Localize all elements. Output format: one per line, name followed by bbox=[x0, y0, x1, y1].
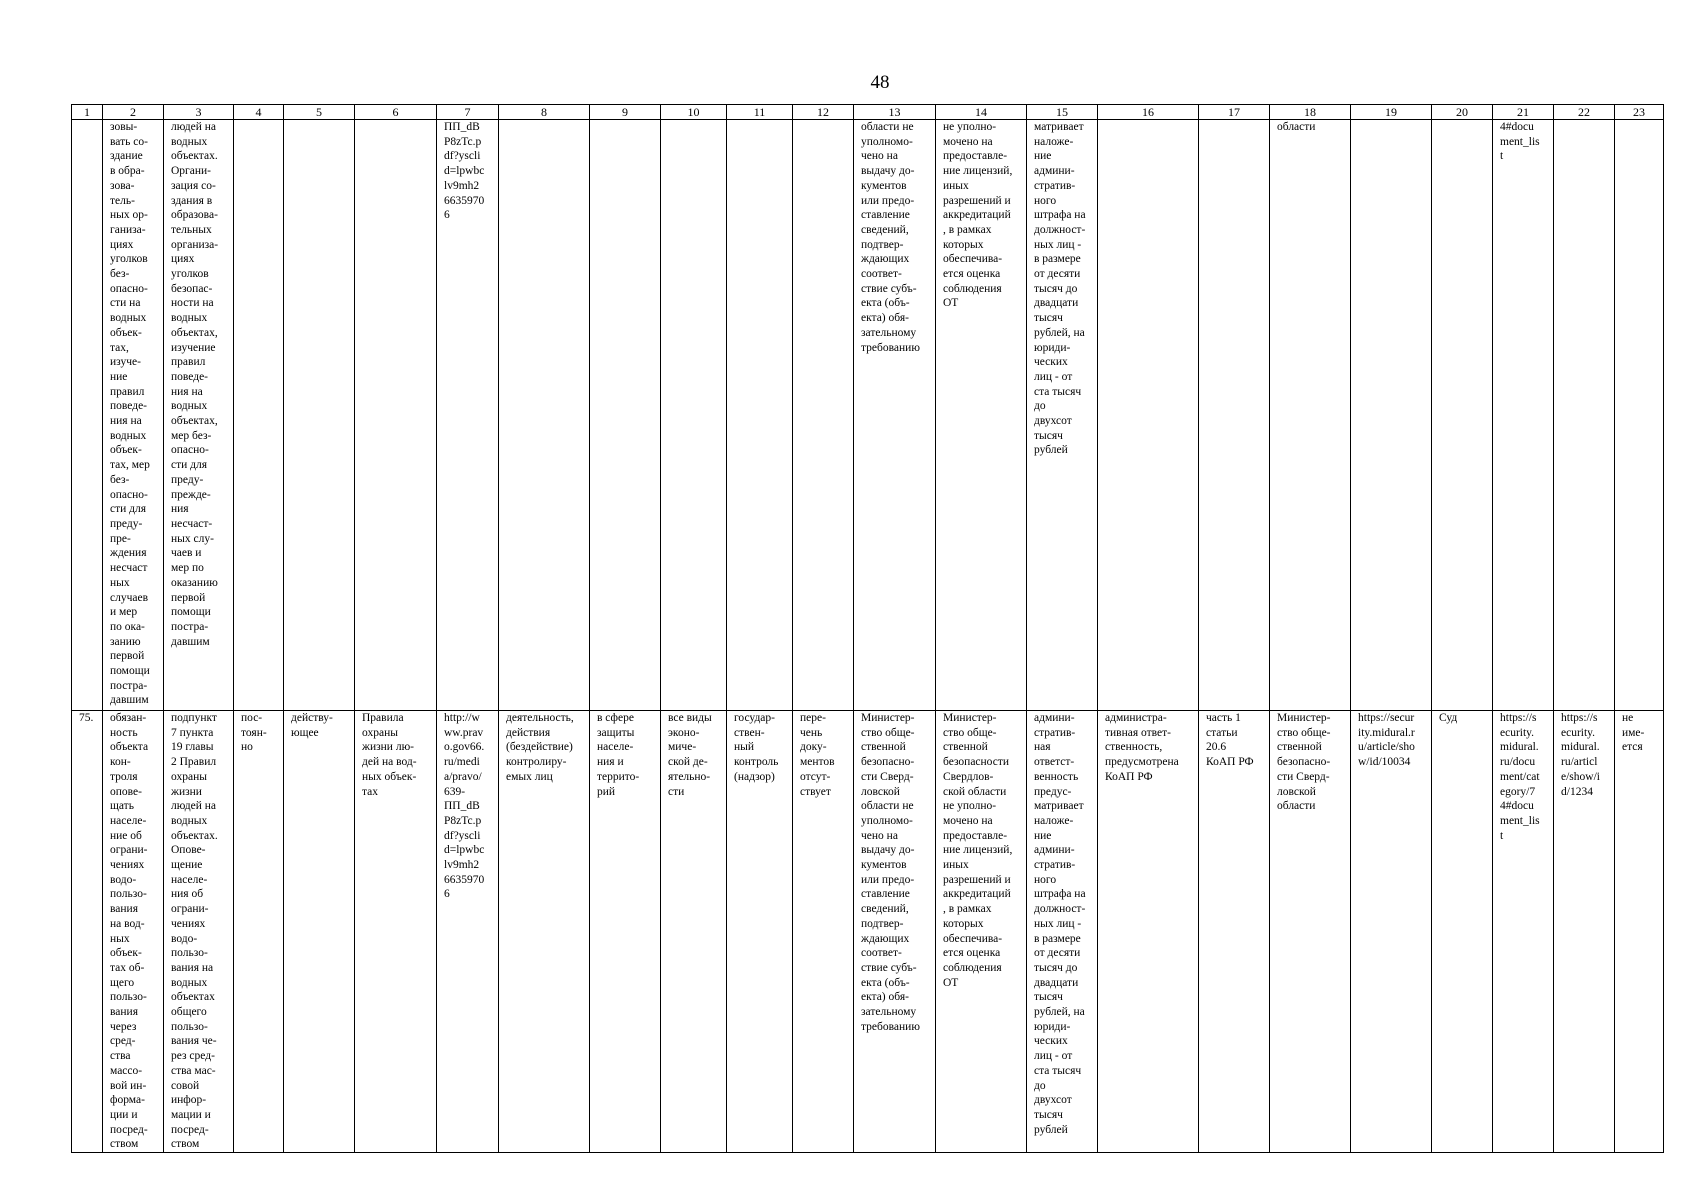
column-number-cell: 2 bbox=[103, 105, 164, 120]
table-cell bbox=[72, 120, 103, 711]
table-cell: зовы- вать со- здание в обра- зова- тель- ных ор- ганиза- циях уголков без- опасно- сти на водных объек- тах, изуче- ние правил поведе- ния на водных объек- тах, мер без- опасно- сти для преду- пре- ждения несчаст ных случаев и мер по ока- занию первой помощи постра- давшим bbox=[103, 120, 164, 711]
table-cell bbox=[1199, 120, 1270, 711]
table-cell: обязан- ность объекта кон- троля опове- щать населе- ние об ограни- чениях водо- пользо- вания на вод- ных объек- тах об- щего пользо- вания через сред- ства массо- вой ин- форма- ции и посред- ством bbox=[103, 711, 164, 1153]
column-number-cell: 21 bbox=[1493, 105, 1554, 120]
column-number-cell: 22 bbox=[1554, 105, 1615, 120]
column-number-cell: 5 bbox=[284, 105, 355, 120]
table-cell: http://w ww.prav o.gov66. ru/medi a/pravo/ 639- ПП_dB P8zTc.p df?yscli d=lpwbc lv9mh2 6635970 6 bbox=[437, 711, 499, 1153]
column-number-cell: 16 bbox=[1098, 105, 1199, 120]
table-cell: пере- чень доку- ментов отсут- ствует bbox=[793, 711, 854, 1153]
column-number-cell: 11 bbox=[727, 105, 793, 120]
table-cell bbox=[1615, 120, 1664, 711]
table-cell: Суд bbox=[1432, 711, 1493, 1153]
table-cell bbox=[727, 120, 793, 711]
table-cell bbox=[234, 120, 284, 711]
table-cell bbox=[1351, 120, 1432, 711]
table-cell: людей на водных объектах. Органи- зация со- здания в образова- тельных организа- циях уголков безопас- ности на водных объектах, изучение правил поведе- ния на водных объектах, мер без- опасно- сти для преду- прежде- ния несчаст- ных слу- чаев и мер по оказанию первой помощи постра- давшим bbox=[164, 120, 234, 711]
table-cell: https://secur ity.midural.r u/article/sho w/id/10034 bbox=[1351, 711, 1432, 1153]
table-cell: матривает наложе- ние админи- стратив- ного штрафа на должност- ных лиц - в размере от десяти тысяч до двадцати тысяч рублей, на юриди- ческих лиц - от ста тысяч до двухсот тысяч рублей bbox=[1027, 120, 1098, 711]
page-number: 48 bbox=[870, 72, 890, 93]
column-number-cell: 8 bbox=[499, 105, 590, 120]
column-number-cell: 1 bbox=[72, 105, 103, 120]
table-cell bbox=[1098, 120, 1199, 711]
table-row bbox=[72, 711, 1664, 1153]
table-cell bbox=[793, 120, 854, 711]
table-cell bbox=[590, 120, 661, 711]
table-cell: подпункт 7 пункта 19 главы 2 Правил охраны жизни людей на водных объектах. Опове- щение населе- ния об ограни- чениях водо- пользо- вания на водных объектах общего пользо- вания че- рез сред- ства мас- совой инфор- мации и посред- ством bbox=[164, 711, 234, 1153]
table-cell: 4#docu ment_lis t bbox=[1493, 120, 1554, 711]
column-number-cell: 20 bbox=[1432, 105, 1493, 120]
column-number-cell: 17 bbox=[1199, 105, 1270, 120]
table-cell: администра- тивная ответ- ственность, предусмотрена КоАП РФ bbox=[1098, 711, 1199, 1153]
table-cell: области не уполномо- чено на выдачу до- кументов или предо- ставление сведений, подтвер- ждающих соответ- ствие субъ- екта (объ- екта) обя- зательному требованию bbox=[854, 120, 936, 711]
table-cell: не име- ется bbox=[1615, 711, 1664, 1153]
column-number-row bbox=[72, 105, 1664, 120]
table-cell: https://s ecurity. midural. ru/articl e/show/i d/1234 bbox=[1554, 711, 1615, 1153]
table-row bbox=[72, 120, 1664, 711]
regulation-table bbox=[71, 104, 1664, 1153]
table-cell: часть 1 статьи 20.6 КоАП РФ bbox=[1199, 711, 1270, 1153]
column-number-cell: 4 bbox=[234, 105, 284, 120]
table-cell: в сфере защиты населе- ния и террито- рий bbox=[590, 711, 661, 1153]
table-body bbox=[72, 105, 1664, 1153]
table-cell: действу- ющее bbox=[284, 711, 355, 1153]
column-number-cell: 3 bbox=[164, 105, 234, 120]
table-cell: Правила охраны жизни лю- дей на вод- ных объек- тах bbox=[355, 711, 437, 1153]
table-cell: Министер- ство обще- ственной безопасно- сти Сверд- ловской области bbox=[1270, 711, 1351, 1153]
table-cell: государ- ствен- ный контроль (надзор) bbox=[727, 711, 793, 1153]
table-cell: https://s ecurity. midural. ru/docu ment/cat egory/7 4#docu ment_lis t bbox=[1493, 711, 1554, 1153]
column-number-cell: 14 bbox=[936, 105, 1027, 120]
column-number-cell: 23 bbox=[1615, 105, 1664, 120]
table-cell: 75. bbox=[72, 711, 103, 1153]
column-number-cell: 15 bbox=[1027, 105, 1098, 120]
column-number-cell: 18 bbox=[1270, 105, 1351, 120]
table-cell bbox=[499, 120, 590, 711]
column-number-cell: 7 bbox=[437, 105, 499, 120]
table-cell bbox=[1554, 120, 1615, 711]
table-cell: админи- стратив- ная ответст- венность предус- матривает наложе- ние админи- стратив- ного штрафа на должност- ных лиц - в размере от десяти тысяч до двадцати тысяч рублей, на юриди- ческих лиц - от ста тысяч до двухсот тысяч рублей bbox=[1027, 711, 1098, 1153]
table-cell: Министер- ство обще- ственной безопасности Свердлов- ской области не уполно- мочено на предоставле- ние лицензий, иных разрешений и аккредитаций , в рамках которых обеспечива- ется оценка соблюдения ОТ bbox=[936, 711, 1027, 1153]
table-cell: области bbox=[1270, 120, 1351, 711]
table-cell: Министер- ство обще- ственной безопасно- сти Сверд- ловской области не уполномо- чено на выдачу до- кументов или предо- ставление сведений, подтвер- ждающих соответ- ствие субъ- екта (объ- екта) обя- зательному требованию bbox=[854, 711, 936, 1153]
column-number-cell: 10 bbox=[661, 105, 727, 120]
table-cell: ПП_dB P8zTc.p df?yscli d=lpwbc lv9mh2 6635970 6 bbox=[437, 120, 499, 711]
table-cell: все виды эконо- миче- ской де- ятельно- сти bbox=[661, 711, 727, 1153]
table-cell: деятельность, действия (бездействие) контролиру- емых лиц bbox=[499, 711, 590, 1153]
table-cell bbox=[1432, 120, 1493, 711]
table-cell bbox=[355, 120, 437, 711]
table-cell bbox=[284, 120, 355, 711]
column-number-cell: 12 bbox=[793, 105, 854, 120]
table-cell: не уполно- мочено на предоставле- ние лицензий, иных разрешений и аккредитаций , в рамках которых обеспечива- ется оценка соблюдения ОТ bbox=[936, 120, 1027, 711]
column-number-cell: 6 bbox=[355, 105, 437, 120]
column-number-cell: 9 bbox=[590, 105, 661, 120]
table-cell: пос- тоян- но bbox=[234, 711, 284, 1153]
column-number-cell: 19 bbox=[1351, 105, 1432, 120]
column-number-cell: 13 bbox=[854, 105, 936, 120]
table-cell bbox=[661, 120, 727, 711]
